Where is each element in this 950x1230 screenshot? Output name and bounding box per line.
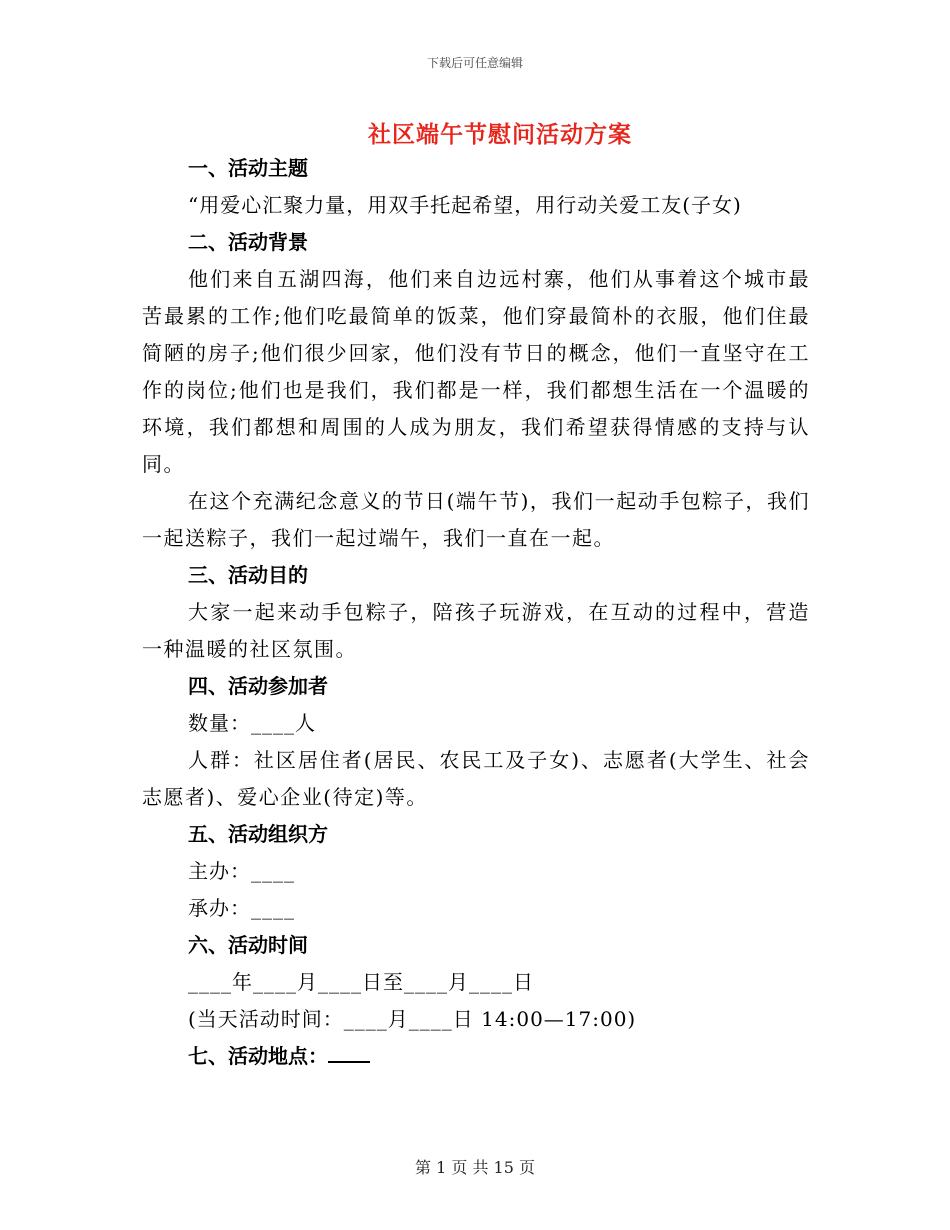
page-number-footer: 第 1 页 共 15 页 bbox=[415, 1158, 535, 1177]
section-3-paragraph: 大家一起来动手包粽子，陪孩子玩游戏，在互动的过程中，营造一种温暖的社区氛围。 bbox=[142, 600, 810, 661]
section-1-theme: “用爱心汇聚力量，用双手托起希望，用行动关爱工友(子女) bbox=[188, 193, 742, 217]
organizer-line: 承办：____ bbox=[188, 896, 295, 920]
day-time: (当天活动时间：____月____日 14:00—17:00) bbox=[188, 1007, 637, 1031]
document-title: 社区端午节慰问活动方案 bbox=[368, 121, 632, 148]
section-2-paragraph-2: 在这个充满纪念意义的节日(端午节)，我们一起动手包粽子，我们一起送粽子，我们一起过端午，我们一直在一起。 bbox=[142, 489, 810, 550]
section-1-heading: 一、活动主题 bbox=[188, 156, 308, 180]
section-6-heading: 六、活动时间 bbox=[188, 933, 308, 957]
location-blank bbox=[328, 1039, 370, 1063]
participant-groups: 人群：社区居住者(居民、农民工及子女)、志愿者(大学生、社会志愿者)、爱心企业(待定)等。 bbox=[142, 748, 810, 809]
header-note: 下载后可任意编辑 bbox=[426, 56, 523, 70]
document-body bbox=[142, 150, 810, 1075]
section-2-paragraph-1: 他们来自五湖四海，他们来自边远村寨，他们从事着这个城市最苦最累的工作;他们吃最简单的饭菜，他们穿最简朴的衣服，他们住最简陋的房子;他们很少回家，他们没有节日的概念，他们一直坚守在工作的岗位;他们也是我们，我们都是一样，我们都想生活在一个温暖的环境，我们都想和周围的人成为朋友，我们希望获得情感的支持与认同。 bbox=[142, 267, 810, 476]
section-7-heading bbox=[142, 1038, 810, 1075]
host-line: 主办：____ bbox=[188, 859, 295, 883]
section-5-heading: 五、活动组织方 bbox=[188, 822, 328, 846]
section-7-label: 七、活动地点： bbox=[188, 1044, 328, 1068]
section-2-heading: 二、活动背景 bbox=[188, 230, 308, 254]
date-range: ____年____月____日至____月____日 bbox=[188, 970, 534, 994]
participant-count: 数量：____人 bbox=[188, 711, 316, 735]
section-4-heading: 四、活动参加者 bbox=[188, 674, 328, 698]
section-3-heading: 三、活动目的 bbox=[188, 563, 308, 587]
